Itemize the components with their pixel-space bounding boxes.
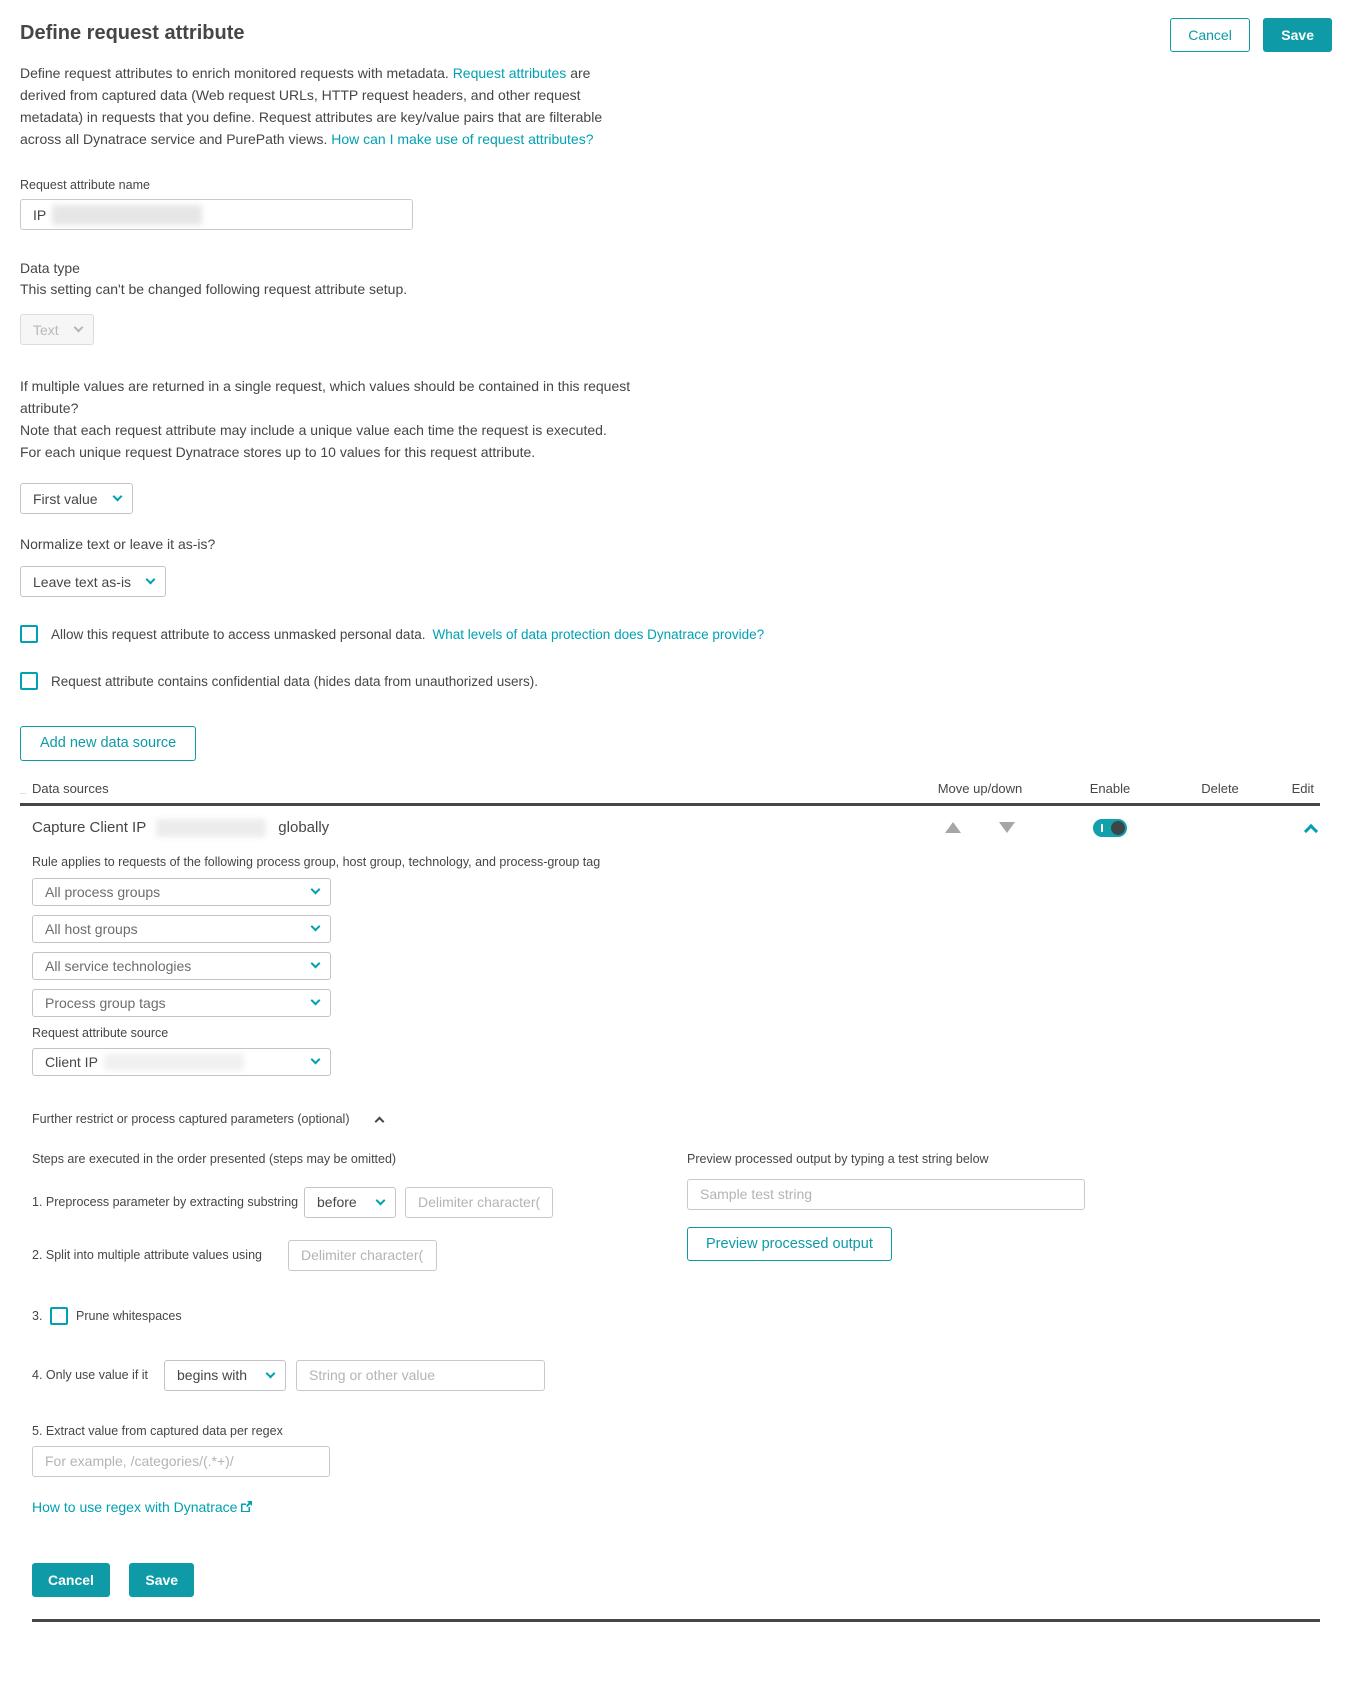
move-down-icon[interactable] — [999, 822, 1015, 833]
column-move-up-down: Move up/down — [910, 781, 1050, 796]
substring-mode-select[interactable] — [304, 1187, 396, 1218]
step-3-number: 3. — [32, 1308, 43, 1323]
attribute-source-select[interactable] — [32, 1048, 331, 1076]
toggle-knob — [1111, 821, 1125, 835]
chevron-down-icon — [311, 1055, 321, 1065]
step-3-row — [32, 1307, 1320, 1325]
redacted-name-blur — [52, 205, 202, 225]
step-5-label: 5. Extract value from captured data per regex — [32, 1423, 283, 1438]
prune-whitespaces-checkbox[interactable] — [50, 1307, 68, 1325]
service-technologies-select[interactable] — [32, 952, 331, 980]
how-to-use-link[interactable]: How can I make use of request attributes? — [331, 131, 594, 147]
move-up-icon[interactable] — [945, 822, 961, 833]
intro-text-1: Define request attributes to enrich monitored requests with metadata. — [20, 65, 453, 81]
data-sources-table-label: Data sources — [26, 781, 910, 796]
further-restrict-toggle[interactable] — [32, 1112, 1320, 1126]
preview-label: Preview processed output by typing a test string below — [687, 1151, 989, 1166]
attribute-source-value: Client IP — [45, 1053, 98, 1070]
condition-select[interactable] — [164, 1360, 286, 1391]
save-button[interactable]: Save — [1263, 18, 1332, 52]
data-source-title-suffix: globally — [278, 818, 330, 836]
multi-value-note-1: Note that each request attribute may include a unique value each time the request is executed. — [20, 422, 607, 438]
toggle-on-mark — [1101, 824, 1103, 832]
host-groups-value: All host groups — [45, 920, 138, 937]
add-data-source-button[interactable]: Add new data source — [20, 726, 196, 761]
process-group-tags-value: Process group tags — [45, 994, 166, 1011]
steps-intro-label: Steps are executed in the order presented (steps may be omitted) — [32, 1151, 397, 1166]
step-2-label: 2. Split into multiple attribute values using — [32, 1248, 262, 1263]
test-string-input[interactable] — [687, 1179, 1085, 1210]
chevron-down-icon — [376, 1195, 386, 1205]
name-input[interactable] — [20, 199, 413, 230]
normalize-value: Leave text as-is — [33, 573, 132, 590]
further-restrict-label: Further restrict or process captured parameters (optional) — [32, 1111, 350, 1126]
column-edit: Edit — [1270, 781, 1320, 796]
row-cancel-button[interactable]: Cancel — [32, 1563, 110, 1597]
redacted-source-blur — [104, 1054, 244, 1070]
attribute-source-label: Request attribute source — [32, 1025, 169, 1040]
regex-help-link[interactable] — [32, 1499, 253, 1515]
regex-input[interactable] — [32, 1446, 330, 1477]
step-3-label: Prune whitespaces — [76, 1308, 182, 1323]
confidential-data-row — [20, 672, 1332, 690]
chevron-down-icon — [266, 1368, 276, 1378]
value-selection-value: First value — [33, 490, 98, 507]
collapse-chevron-icon[interactable] — [1304, 823, 1318, 837]
confidential-data-label: Request attribute contains confidential data (hides data from unauthorized users). — [51, 673, 539, 689]
normalize-select[interactable] — [20, 566, 166, 597]
page-title: Define request attribute — [20, 22, 245, 44]
intro-text-2: are derived from captured data (Web request URLs, HTTP request headers, and other request metadata) in requests that you define. Request attributes are key/value pairs that are filterable across all Dynatrace service and PurePath views. — [20, 65, 603, 147]
name-input-value: IP — [33, 206, 47, 223]
top-actions — [1161, 18, 1332, 52]
collapse-section-chevron-icon — [374, 1117, 384, 1127]
external-link-icon — [240, 1500, 253, 1516]
process-groups-value: All process groups — [45, 883, 161, 900]
row-footer-actions — [32, 1563, 1320, 1597]
process-groups-select[interactable] — [32, 878, 331, 906]
data-source-details — [20, 855, 1320, 1622]
personal-data-row — [20, 625, 1332, 643]
step-4-row — [32, 1360, 1320, 1391]
data-type-select — [20, 314, 94, 345]
chevron-down-icon — [311, 922, 321, 932]
enable-cell — [1050, 819, 1170, 837]
condition-value-input[interactable] — [296, 1360, 545, 1391]
regex-help-label: How to use regex with Dynatrace — [32, 1498, 238, 1515]
multi-value-note-2: For each unique request Dynatrace stores up to 10 values for this request attribute. — [20, 444, 536, 460]
multi-value-question-block — [20, 375, 660, 463]
chevron-down-icon — [311, 996, 321, 1006]
redacted-title-blur — [156, 819, 266, 837]
intro-paragraph — [20, 62, 620, 150]
attribute-source-value-wrap — [45, 1054, 244, 1070]
step-4-label: 4. Only use value if it — [32, 1368, 149, 1383]
filter-dropdowns — [32, 878, 1320, 1017]
multi-value-question: If multiple values are returned in a single request, which values should be contained in this request attribute? — [20, 378, 631, 416]
personal-data-checkbox[interactable] — [20, 625, 38, 643]
personal-data-label: Allow this request attribute to access unmasked personal data. — [51, 626, 426, 642]
data-sources-header — [20, 781, 1320, 806]
delimiter-input-2[interactable] — [288, 1240, 437, 1271]
value-selection-select[interactable] — [20, 483, 133, 514]
data-type-label: Data type — [20, 260, 80, 276]
data-sources-section — [20, 781, 1320, 1622]
name-field-label: Request attribute name — [20, 178, 150, 192]
chevron-down-icon — [146, 575, 156, 585]
request-attributes-link[interactable]: Request attributes — [452, 65, 567, 81]
bottom-divider — [32, 1619, 1320, 1622]
preview-column — [687, 1152, 1085, 1262]
delimiter-input-1[interactable] — [405, 1187, 553, 1218]
service-technologies-value: All service technologies — [45, 957, 192, 974]
confidential-data-checkbox[interactable] — [20, 672, 38, 690]
data-source-title — [32, 819, 910, 837]
process-group-tags-select[interactable] — [32, 989, 331, 1017]
rule-applies-label: Rule applies to requests of the following process group, host group, technology, and process-group tag — [32, 854, 601, 869]
data-source-title-prefix: Capture Client IP — [32, 818, 146, 836]
condition-value: begins with — [177, 1367, 248, 1384]
chevron-down-icon — [311, 885, 321, 895]
enable-toggle[interactable] — [1093, 819, 1127, 837]
column-delete: Delete — [1170, 781, 1270, 796]
data-protection-link[interactable]: What levels of data protection does Dynatrace provide? — [432, 626, 765, 642]
chevron-down-icon — [113, 492, 123, 502]
data-type-value: Text — [33, 321, 59, 338]
host-groups-select[interactable] — [32, 915, 331, 943]
row-save-button[interactable]: Save — [129, 1563, 194, 1597]
data-type-note: This setting can't be changed following request attribute setup. — [20, 281, 408, 297]
normalize-label: Normalize text or leave it as-is? — [20, 536, 216, 552]
preview-output-button[interactable]: Preview processed output — [687, 1227, 892, 1262]
move-cell — [910, 822, 1050, 833]
edit-cell — [1270, 823, 1320, 833]
data-source-row — [20, 806, 1320, 841]
steps-area — [32, 1152, 1320, 1517]
chevron-down-icon — [74, 323, 84, 333]
chevron-down-icon — [311, 959, 321, 969]
step-1-label: 1. Preprocess parameter by extracting substring — [32, 1195, 299, 1210]
step-2-row — [32, 1240, 1320, 1271]
step-1-row — [32, 1187, 1320, 1218]
top-bar — [20, 18, 1332, 45]
cancel-button[interactable]: Cancel — [1170, 18, 1250, 52]
substring-mode-value: before — [317, 1194, 357, 1211]
column-enable: Enable — [1050, 781, 1170, 796]
